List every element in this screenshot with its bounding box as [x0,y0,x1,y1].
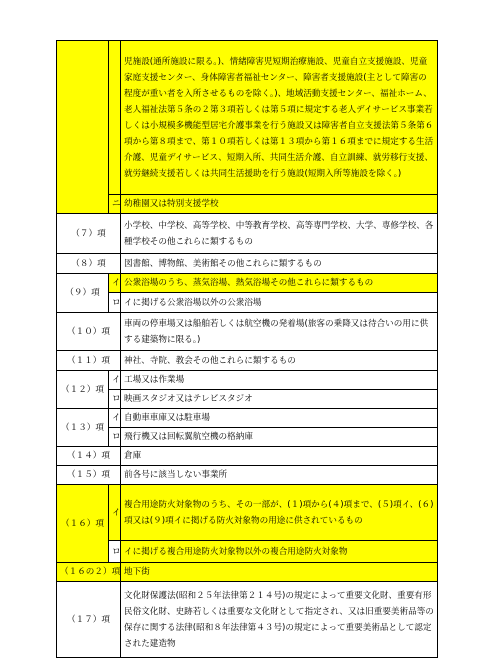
row-sub-label: イ [109,409,121,428]
row-label: （１２）項 [57,371,109,409]
row-content: 小学校、中学校、高等学校、中等教育学校、高等専門学校、大学、専修学校、各種学校その他これらに類するもの [121,214,438,254]
table-row [57,428,438,447]
row-label: （９）項 [57,274,109,313]
row-sub-label: ニ [109,195,121,214]
table-row [57,274,438,293]
row-sub-label: ロ [109,293,121,313]
table-row [57,254,438,274]
row-sub-label [109,41,121,195]
row-sub-label: イ [109,274,121,293]
row-label: （１４）項 [57,447,121,466]
table-row [57,485,438,541]
row-sub-label: イ [109,485,121,541]
table-row [57,313,438,351]
table-row [57,447,438,466]
table-row [57,390,438,409]
row-content: 前各号に該当しない事業所 [121,466,438,485]
row-label [57,41,109,214]
table-row [57,466,438,485]
fire-prevention-use-table [56,40,438,658]
row-label: （１５）項 [57,466,121,485]
row-content: 車両の停車場又は船舶若しくは航空機の発着場(旅客の乗降又は待合いの用に供する建築物に限る。) [121,313,438,351]
row-content: イに掲げる複合用途防火対象物以外の複合用途防火対象物 [121,541,438,563]
table-row [57,195,438,214]
row-content: 複合用途防火対象物のうち、その一部が、(１)項から(４)項まで、(５)項イ、(６)項又は(９)項イに掲げる防火対象物の用途に供されているもの [121,485,438,541]
row-content: 映画スタジオ又はテレビスタジオ [121,390,438,409]
row-content: イに掲げる公衆浴場以外の公衆浴場 [121,293,438,313]
row-sub-label: イ [109,371,121,390]
table-row [57,41,438,195]
row-content: 工場又は作業場 [121,371,438,390]
row-content: 飛行機又は回転翼航空機の格納庫 [121,428,438,447]
table-row [57,541,438,563]
row-content: 倉庫 [121,447,438,466]
row-sub-label: ロ [109,390,121,409]
row-sub-label: ロ [109,428,121,447]
row-content: 幼稚園又は特別支援学校 [121,195,438,214]
row-content: 児施設(通所施設に限る。)、情緒障害児短期治療施設、児童自立支援施設、児童家庭支援センター、身体障害者福祉センター、障害者支援施設(主として障害の程度が重い者を入所させるものを除く。)、地域活動支援センター、福祉ホーム、老人福祉法第５条の２第３項若しくは第５項に規定する老人デイサービス事業若しくは小規模多機能型居宅介護事業を行う施設又は障害者自立支援法第５条第６項から第８項まで、第１０項若しくは第１３項から第１６項までに規定する生活介護、児童デイサービス、短期入所、共同生活介護、自立訓練、就労移行支援、就労継続支援若しくは共同生活援助を行う施設(短期入所等施設を除く。) [121,41,438,195]
row-label: （８）項 [57,254,121,274]
row-content: 自動車車庫又は駐車場 [121,409,438,428]
table-row [57,409,438,428]
row-content: 神社、寺院、教会その他これらに類するもの [121,351,438,371]
table-row [57,582,438,658]
table-row [57,563,438,582]
table-row [57,214,438,254]
row-label: （１３）項 [57,409,109,447]
row-label: （１７）項 [57,582,121,658]
row-content: 地下街 [121,563,438,582]
row-content: 文化財保護法(昭和２５年法律第２１４号)の規定によって重要文化財、重要有形民俗文化財、史跡若しくは重要な文化財として指定され、又は旧重要美術品等の保存に関する法律(昭和８年法律第４３号)の規定によって重要美術品として認定された建造物 [121,582,438,658]
row-label: （１１）項 [57,351,121,371]
row-sub-label: ロ [109,541,121,563]
row-label: （１０）項 [57,313,121,351]
row-content: 公衆浴場のうち、蒸気浴場、熱気浴場その他これらに類するもの [121,274,438,293]
row-label: （７）項 [57,214,121,254]
row-content: 図書館、博物館、美術館その他これらに類するもの [121,254,438,274]
table-row [57,293,438,313]
row-label: （１６の２）項 [57,563,121,582]
table-row [57,371,438,390]
row-label: （１６）項 [57,485,109,563]
table-row [57,351,438,371]
